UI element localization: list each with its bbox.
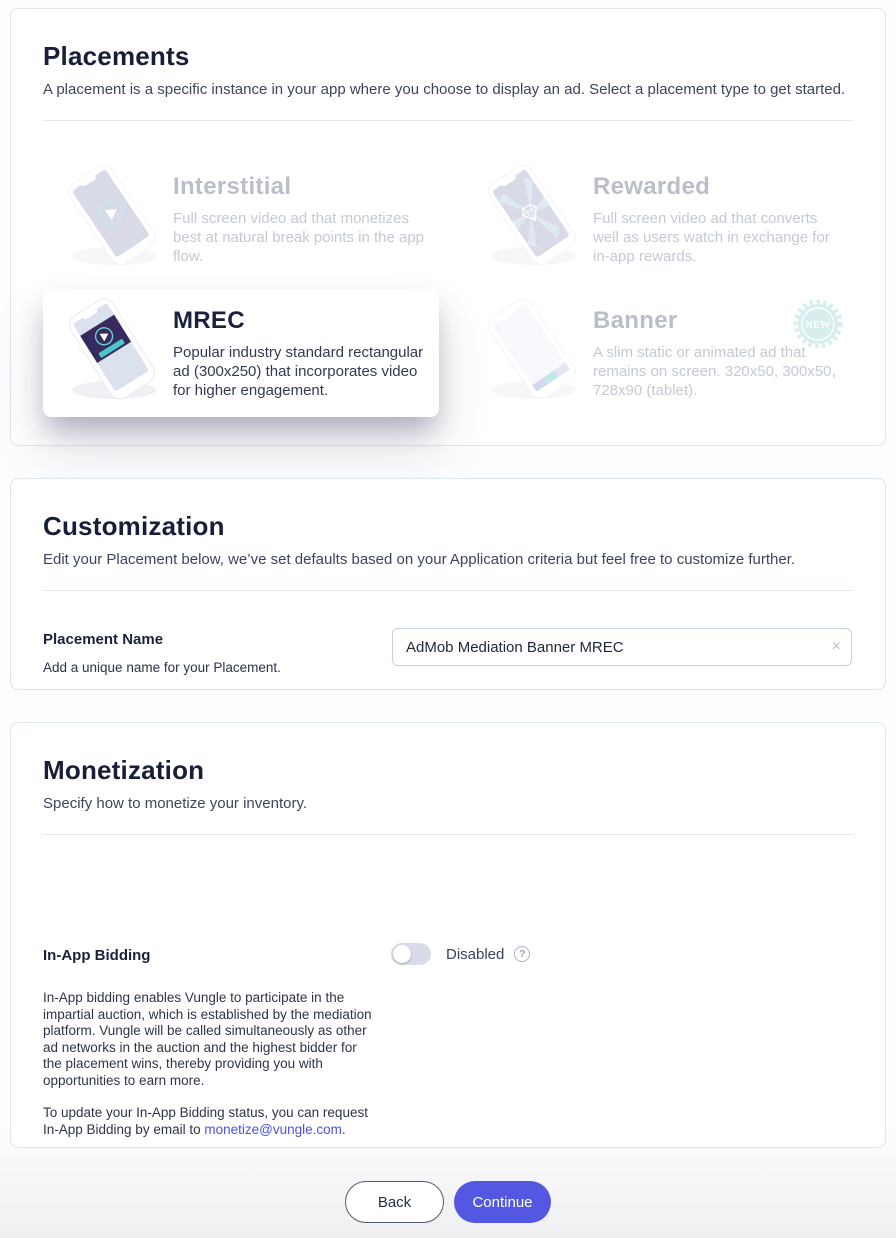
placement-type-interstitial[interactable] [43,155,439,283]
placement-type-banner[interactable] [463,289,859,417]
phone-interstitial-icon [56,163,168,273]
in-app-bidding-status: Disabled [446,945,505,963]
back-button[interactable]: Back [345,1181,444,1223]
footer-actions [0,1181,896,1223]
placement-type-title: MREC [173,307,245,334]
toggle-knob [393,945,411,963]
phone-banner-icon [476,297,588,407]
placement-type-description: Popular industry standard rectangular ad (300x250) that incorporates video for higher engagement. [173,344,424,399]
placement-type-description: Full screen video ad that monetizes best at natural break points in the app flow. [173,210,425,265]
placement-name-row [43,631,853,675]
divider [43,834,853,835]
placement-type-title: Interstitial [173,173,292,200]
divider [43,120,853,121]
in-app-bidding-description: In-App bidding enables Vungle to participate in the impartial auction, which is established by the mediation platform. Vungle will be called simultaneously as other ad networks in the auction and the highest bidder for the placement wins, thereby providing you with opportunities to earn more. [43,990,372,1088]
placement-type-title: Rewarded [593,173,711,200]
placement-name-input-wrap [392,628,852,666]
placement-type-description: Full screen video ad that converts well as users watch in exchange for in-app rewards. [593,210,830,265]
in-app-bidding-control [391,943,530,965]
monetization-title: Monetization [43,755,205,785]
continue-button[interactable]: Continue [454,1181,551,1223]
note-text: To update your In-App Bidding status, you can request In-App Bidding by email to [43,1105,368,1137]
placements-subtitle: A placement is a specific instance in your app where you choose to display an ad. Select a placement type to get started. [43,81,846,98]
phone-rewarded-icon [476,163,588,273]
help-icon[interactable]: ? [514,946,530,962]
note-suffix: . [341,1121,346,1137]
placement-type-description: A slim static or animated ad that remains on screen. 320x50, 300x50, 728x90 (tablet). [593,344,836,399]
placement-type-rewarded[interactable] [463,155,859,283]
in-app-bidding-row [43,947,853,1138]
new-badge [791,297,845,351]
customization-subtitle: Edit your Placement below, we’ve set defaults based on your Application criteria but feel free to customize further. [43,551,796,568]
placement-type-grid [43,155,853,417]
clear-input-icon[interactable]: × [831,638,841,655]
placement-name-helper: Add a unique name for your Placement. [43,660,281,675]
monetization-subtitle: Specify how to monetize your inventory. [43,795,308,812]
customization-title: Customization [43,511,225,541]
placement-name-label: Placement Name [43,631,164,648]
divider [43,590,853,591]
in-app-bidding-toggle[interactable] [391,943,431,965]
placements-card [10,8,886,446]
svg-text:NEW: NEW [805,320,831,331]
in-app-bidding-label: In-App Bidding [43,947,151,964]
customization-card [10,478,886,690]
placement-name-input[interactable] [392,628,852,666]
in-app-bidding-note [43,1105,377,1138]
placement-type-mrec[interactable] [43,289,439,417]
email-link[interactable]: monetize@vungle.com [204,1121,342,1137]
monetization-card [10,722,886,1148]
placement-type-title: Banner [593,307,678,334]
phone-mrec-icon [56,297,168,407]
placements-title: Placements [43,41,190,71]
